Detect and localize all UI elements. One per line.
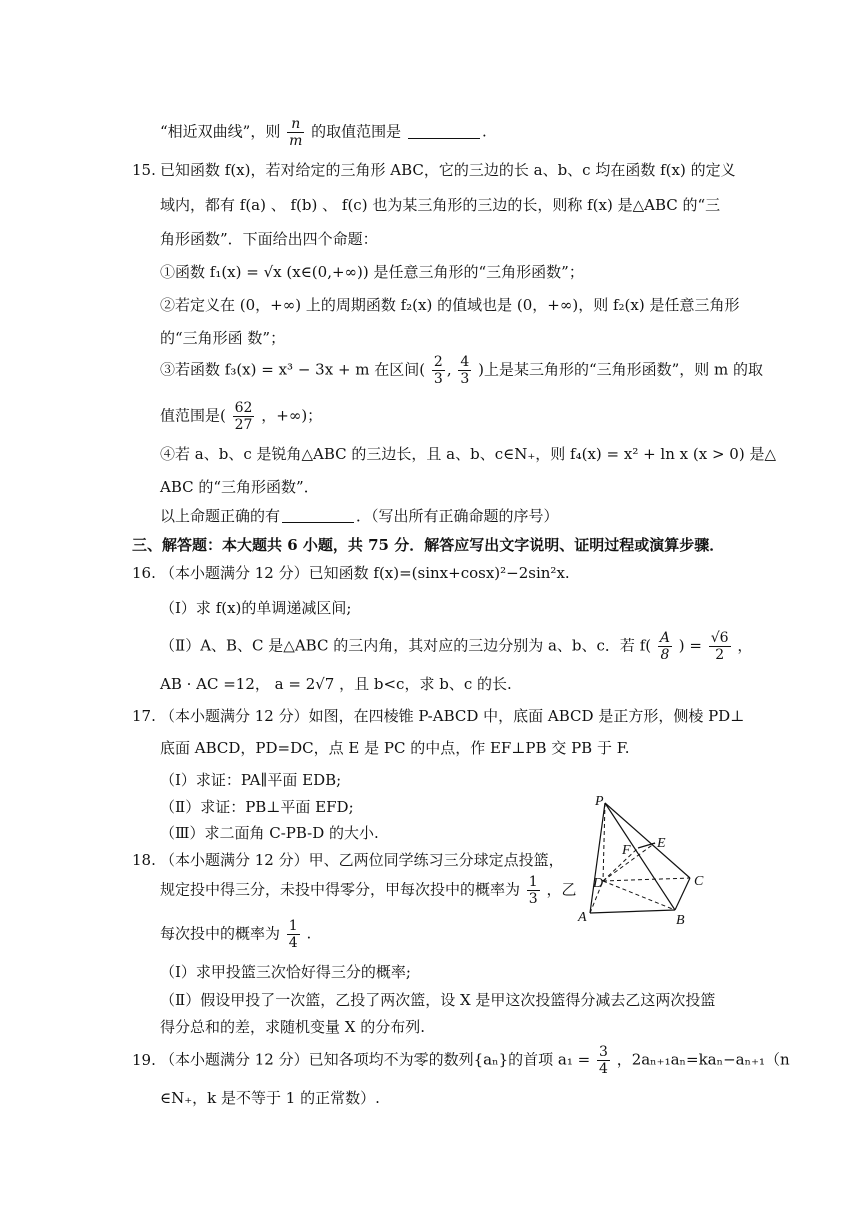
vertex-label-C: C [694, 874, 704, 889]
edge-DF [603, 848, 638, 881]
problem-17-part-1: （Ⅰ）求证：PA∥平面 EDB; [160, 771, 342, 789]
problem-15-proposition-2-cont: 的“三角形函 数”； [160, 329, 286, 347]
answer-blank [408, 124, 480, 139]
problem-15-line-1: 已知函数 f(x)，若对给定的三角形 ABC，它的三边的长 a、b、c 均在函数 f(x) 的定义 [160, 161, 736, 179]
problem-18-line-3: 每次投中的概率为 $\frac{1}{4}$ . [160, 918, 312, 951]
problem-15-proposition-3-cont: 值范围是( $\frac{62}{27}$ ，+∞)； [160, 400, 323, 433]
problem-15-question: 以上命题正确的有 ．（写出所有正确命题的序号） [160, 507, 559, 525]
answer-blank [282, 508, 354, 523]
problem-18-number: 18. [132, 851, 156, 869]
problem-15-proposition-4-cont: ABC 的“三角形函数”． [160, 478, 319, 496]
problem-18-line-2: 规定投中得三分，未投中得零分，甲每次投中的概率为 $\frac{1}{3}$ ，乙 [160, 874, 577, 907]
vertex-label-B: B [676, 913, 685, 928]
edge-PA [590, 803, 605, 913]
problem-17-line-2: 底面 ABCD，PD=DC，点 E 是 PC 的中点，作 EF⊥PB 交 PB 于 F. [160, 739, 630, 757]
problem-17-line-1: （本小题满分 12 分）如图，在四棱锥 P-ABCD 中，底面 ABCD 是正方形，侧棱 PD⊥ [160, 707, 745, 725]
problem-16-line-1: （本小题满分 12 分）已知函数 f(x)=(sinx+cosx)²−2sin²x. [160, 564, 570, 582]
problem-16-part-2: （Ⅱ）A、B、C 是△ABC 的三内角，其对应的三边分别为 a、b、c．若 f( $\frac{A}{8}$ ) = $\frac{√6}{2}$ ， [160, 630, 753, 663]
problem-15-proposition-2: ②若定义在 (0，+∞) 上的周期函数 f₂(x) 的值域也是 (0，+∞)，则 f₂(x) 是任意三角形 [160, 296, 740, 314]
problem-17-part-3: （Ⅲ）求二面角 C-PB-D 的大小. [160, 824, 379, 842]
problem-15-proposition-3: ③若函数 f₃(x) = x³ − 3x + m 在区间( $\frac{2}{3}$ , $\frac{4}{3}$ )上是某三角形的“三角形函数”，则 m 的取 [160, 354, 764, 387]
fraction-one-quarter: $\frac{1}{4}$ [288, 918, 298, 951]
vertex-label-P: P [595, 794, 604, 809]
problem-16-number: 16. [132, 564, 156, 582]
section-3-heading: 三、解答题：本大题共 6 小题，共 75 分．解答应写出文字说明、证明过程或演算步骤． [132, 536, 725, 554]
edge-AB [590, 910, 675, 913]
problem-15-line-2: 域内，都有 f(a) 、 f(b) 、 f(c) 也为某三角形的三边的长，则称 f(x) 是△ABC 的“三 [160, 196, 721, 214]
fraction-three-quarters: $\frac{3}{4}$ [598, 1044, 608, 1077]
fraction-sqrt6-over-2: $\frac{√6}{2}$ [710, 630, 729, 663]
pyramid-figure [575, 793, 715, 928]
problem-17-part-2: （Ⅱ）求证：PB⊥平面 EFD; [160, 798, 354, 816]
vertex-label-F: F [622, 843, 631, 858]
fraction-one-third: $\frac{1}{3}$ [528, 874, 538, 907]
text: 的取值范围是 [311, 122, 402, 141]
vertex-label-E: E [657, 836, 666, 851]
line-0: “相近双曲线”，则 $\frac{n}{m}$ 的取值范围是 . [160, 116, 487, 149]
problem-18-line-1: （本小题满分 12 分）甲、乙两位同学练习三分球定点投篮， [160, 851, 564, 869]
problem-19-line-2: ∈N₊，k 是不等于 1 的正常数）. [160, 1089, 380, 1107]
problem-18-part-2-cont: 得分总和的差，求随机变量 X 的分布列. [160, 1018, 425, 1036]
edge-DC [603, 878, 690, 881]
problem-15-number: 15. [132, 161, 156, 179]
vertex-label-A: A [578, 910, 587, 925]
problem-18-part-2: （Ⅱ）假设甲投了一次篮，乙投了两次篮，设 X 是甲这次投篮得分减去乙这两次投篮 [160, 991, 716, 1009]
problem-16-part-2-cont: AB · AC =12， a = 2√7 ，且 b<c，求 b、c 的长. [160, 675, 512, 693]
problem-17-number: 17. [132, 707, 156, 725]
edge-PC [605, 803, 690, 878]
problem-15-proposition-4: ④若 a、b、c 是锐角△ABC 的三边长，且 a、b、c∈N₊，则 f₄(x) = x² + ln x (x > 0) 是△ [160, 445, 777, 463]
fraction-two-thirds: $\frac{2}{3}$ [433, 354, 443, 387]
edge-BC [675, 878, 690, 910]
problem-18-part-1: （Ⅰ）求甲投篮三次恰好得三分的概率; [160, 963, 411, 981]
text: “相近双曲线”，则 [160, 122, 286, 141]
problem-16-part-1: （Ⅰ）求 f(x)的单调递减区间; [160, 599, 352, 617]
fraction-n-over-m: $\frac{n}{m}$ [289, 116, 303, 149]
problem-15-line-3: 角形函数”．下面给出四个命题： [160, 230, 378, 248]
fraction-62-27: $\frac{62}{27}$ [234, 400, 253, 433]
edge-DB [603, 881, 675, 910]
vertex-label-D: D [593, 876, 604, 891]
fraction-a-over-8: $\frac{A}{8}$ [659, 630, 671, 663]
problem-19-number: 19. [132, 1051, 156, 1069]
problem-19-line-1: （本小题满分 12 分）已知各项均不为零的数列{aₙ}的首项 a₁ = $\frac{3}{4}$ ，2aₙ₊₁aₙ=kaₙ−aₙ₊₁（n [160, 1044, 790, 1077]
problem-15-proposition-1: ①函数 f₁(x) = √x (x∈(0,+∞)) 是任意三角形的“三角形函数”； [160, 263, 584, 281]
edge-PB [605, 803, 675, 910]
fraction-four-thirds: $\frac{4}{3}$ [460, 354, 470, 387]
